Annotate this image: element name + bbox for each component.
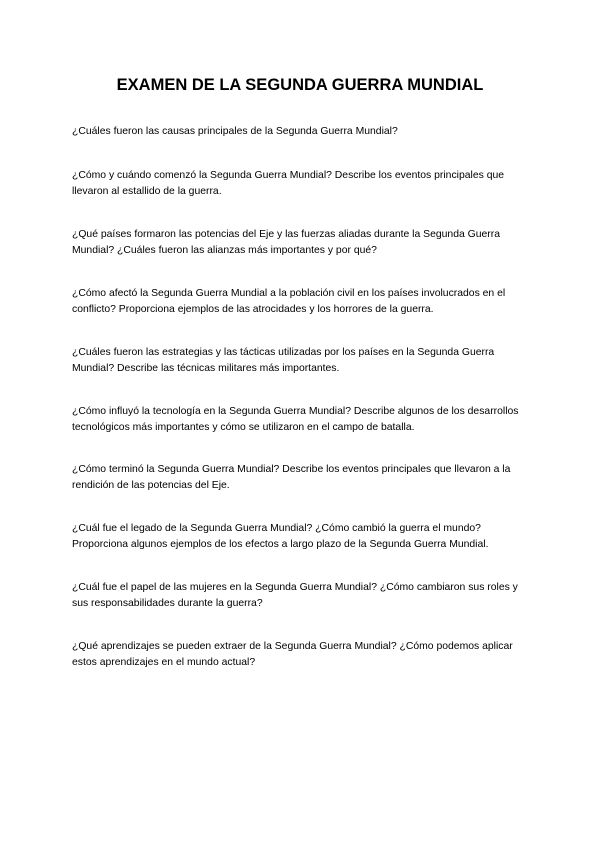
question-3: ¿Qué países formaron las potencias del Eje y las fuerzas aliadas durante la Segunda Guerra Mundial? ¿Cuáles fueron las alianzas más importantes y por qué? — [72, 229, 500, 256]
question-2: ¿Cómo y cuándo comenzó la Segunda Guerra Mundial? Describe los eventos principales que llevaron al estallido de la guerra. — [72, 170, 505, 197]
question-9: ¿Cuál fue el papel de las mujeres en la Segunda Guerra Mundial? ¿Cómo cambiaron sus roles y sus responsabilidades durante la guerra? — [72, 582, 518, 609]
question-6: ¿Cómo influyó la tecnología en la Segunda Guerra Mundial? Describe algunos de los desarrollos tecnológicos más importantes y cómo se utilizaron en el campo de batalla. — [72, 406, 519, 433]
question-4: ¿Cómo afectó la Segunda Guerra Mundial a la población civil en los países involucrados en el conflicto? Proporciona ejemplos de las atrocidades y los horrores de la guerra. — [72, 288, 506, 315]
question-5: ¿Cuáles fueron las estrategias y las tácticas utilizadas por los países en la Segunda Guerra Mundial? Describe las técnicas militares más importantes. — [72, 347, 495, 374]
question-8: ¿Cuál fue el legado de la Segunda Guerra Mundial? ¿Cómo cambió la guerra el mundo? Proporciona algunos ejemplos de los efectos a largo plazo de la Segunda Guerra Mundial. — [72, 523, 489, 550]
question-7: ¿Cómo terminó la Segunda Guerra Mundial? Describe los eventos principales que llevaron a la rendición de las potencias del Eje. — [72, 464, 511, 491]
question-1: ¿Cuáles fueron las causas principales de la Segunda Guerra Mundial? — [72, 126, 398, 137]
document-title: EXAMEN DE LA SEGUNDA GUERRA MUNDIAL — [116, 76, 484, 94]
question-10: ¿Qué aprendizajes se pueden extraer de la Segunda Guerra Mundial? ¿Cómo podemos aplicar estos aprendizajes en el mundo actual? — [72, 641, 513, 668]
